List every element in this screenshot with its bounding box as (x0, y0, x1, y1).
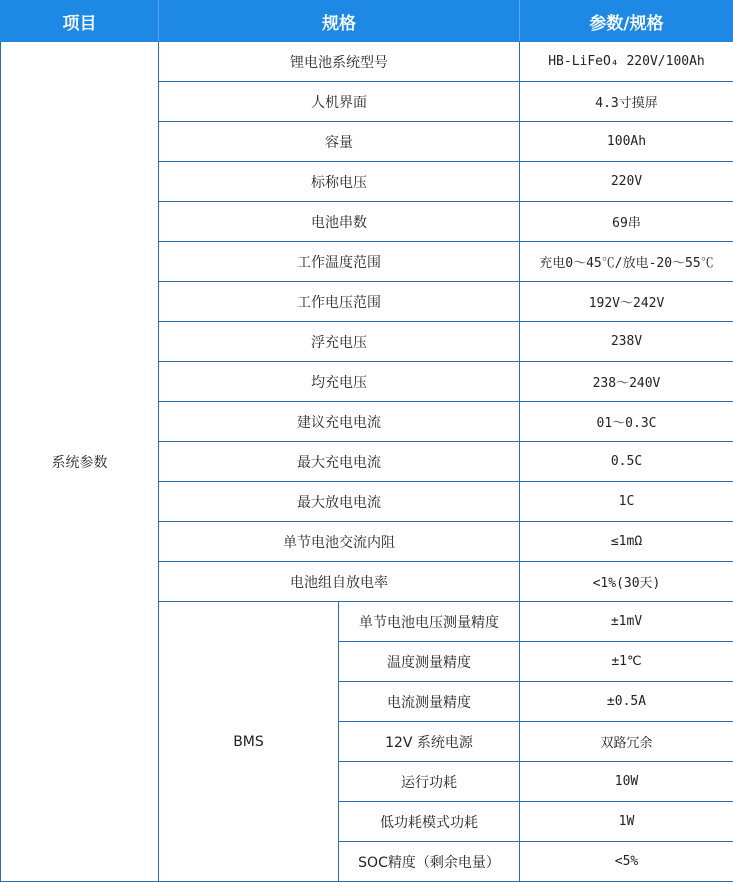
spec-cell: 低功耗模式功耗 (339, 802, 520, 842)
table-row (1, 42, 733, 82)
value-cell: ±1℃ (520, 642, 733, 682)
value-cell: 192V～242V (520, 282, 733, 322)
spec-cell: 12V 系统电源 (339, 722, 520, 762)
spec-cell: 浮充电压 (159, 322, 520, 362)
value-cell: 0.5C (520, 442, 733, 482)
value-cell: ≤1mΩ (520, 522, 733, 562)
spec-cell: 电流测量精度 (339, 682, 520, 722)
value-cell: 1W (520, 802, 733, 842)
spec-cell: 温度测量精度 (339, 642, 520, 682)
spec-cell: 容量 (159, 122, 520, 162)
spec-cell: 运行功耗 (339, 762, 520, 802)
value-cell: ±1mV (520, 602, 733, 642)
spec-cell: 均充电压 (159, 362, 520, 402)
spec-cell: 最大充电电流 (159, 442, 520, 482)
header-param: 参数/规格 (520, 1, 733, 42)
value-cell: ±0.5A (520, 682, 733, 722)
value-cell: 双路冗余 (520, 722, 733, 762)
spec-cell: 电池组自放电率 (159, 562, 520, 602)
value-cell: <1%(30天) (520, 562, 733, 602)
header-spec: 规格 (159, 1, 520, 42)
header-row (1, 1, 733, 42)
group-system-cell: 系统参数 (1, 42, 159, 882)
spec-cell: 单节电池电压测量精度 (339, 602, 520, 642)
value-cell: 238V (520, 322, 733, 362)
spec-cell: 标称电压 (159, 162, 520, 202)
value-cell: 充电0～45℃/放电-20～55℃ (520, 242, 733, 282)
spec-cell: SOC精度（剩余电量） (339, 842, 520, 882)
spec-cell: 电池串数 (159, 202, 520, 242)
group-bms-cell: BMS (159, 602, 339, 882)
value-cell: 10W (520, 762, 733, 802)
spec-cell: 建议充电电流 (159, 402, 520, 442)
spec-cell: 锂电池系统型号 (159, 42, 520, 82)
spec-cell: 工作温度范围 (159, 242, 520, 282)
spec-cell: 最大放电电流 (159, 482, 520, 522)
value-cell: <5% (520, 842, 733, 882)
value-cell: 220V (520, 162, 733, 202)
header-item: 项目 (1, 1, 159, 42)
value-cell: 69串 (520, 202, 733, 242)
value-cell: 1C (520, 482, 733, 522)
spec-cell: 单节电池交流内阻 (159, 522, 520, 562)
value-cell: 238～240V (520, 362, 733, 402)
value-cell: HB-LiFeO₄ 220V/100Ah (520, 42, 733, 82)
value-cell: 100Ah (520, 122, 733, 162)
spec-cell: 工作电压范围 (159, 282, 520, 322)
value-cell: 4.3寸摸屏 (520, 82, 733, 122)
spec-cell: 人机界面 (159, 82, 520, 122)
value-cell: 01～0.3C (520, 402, 733, 442)
